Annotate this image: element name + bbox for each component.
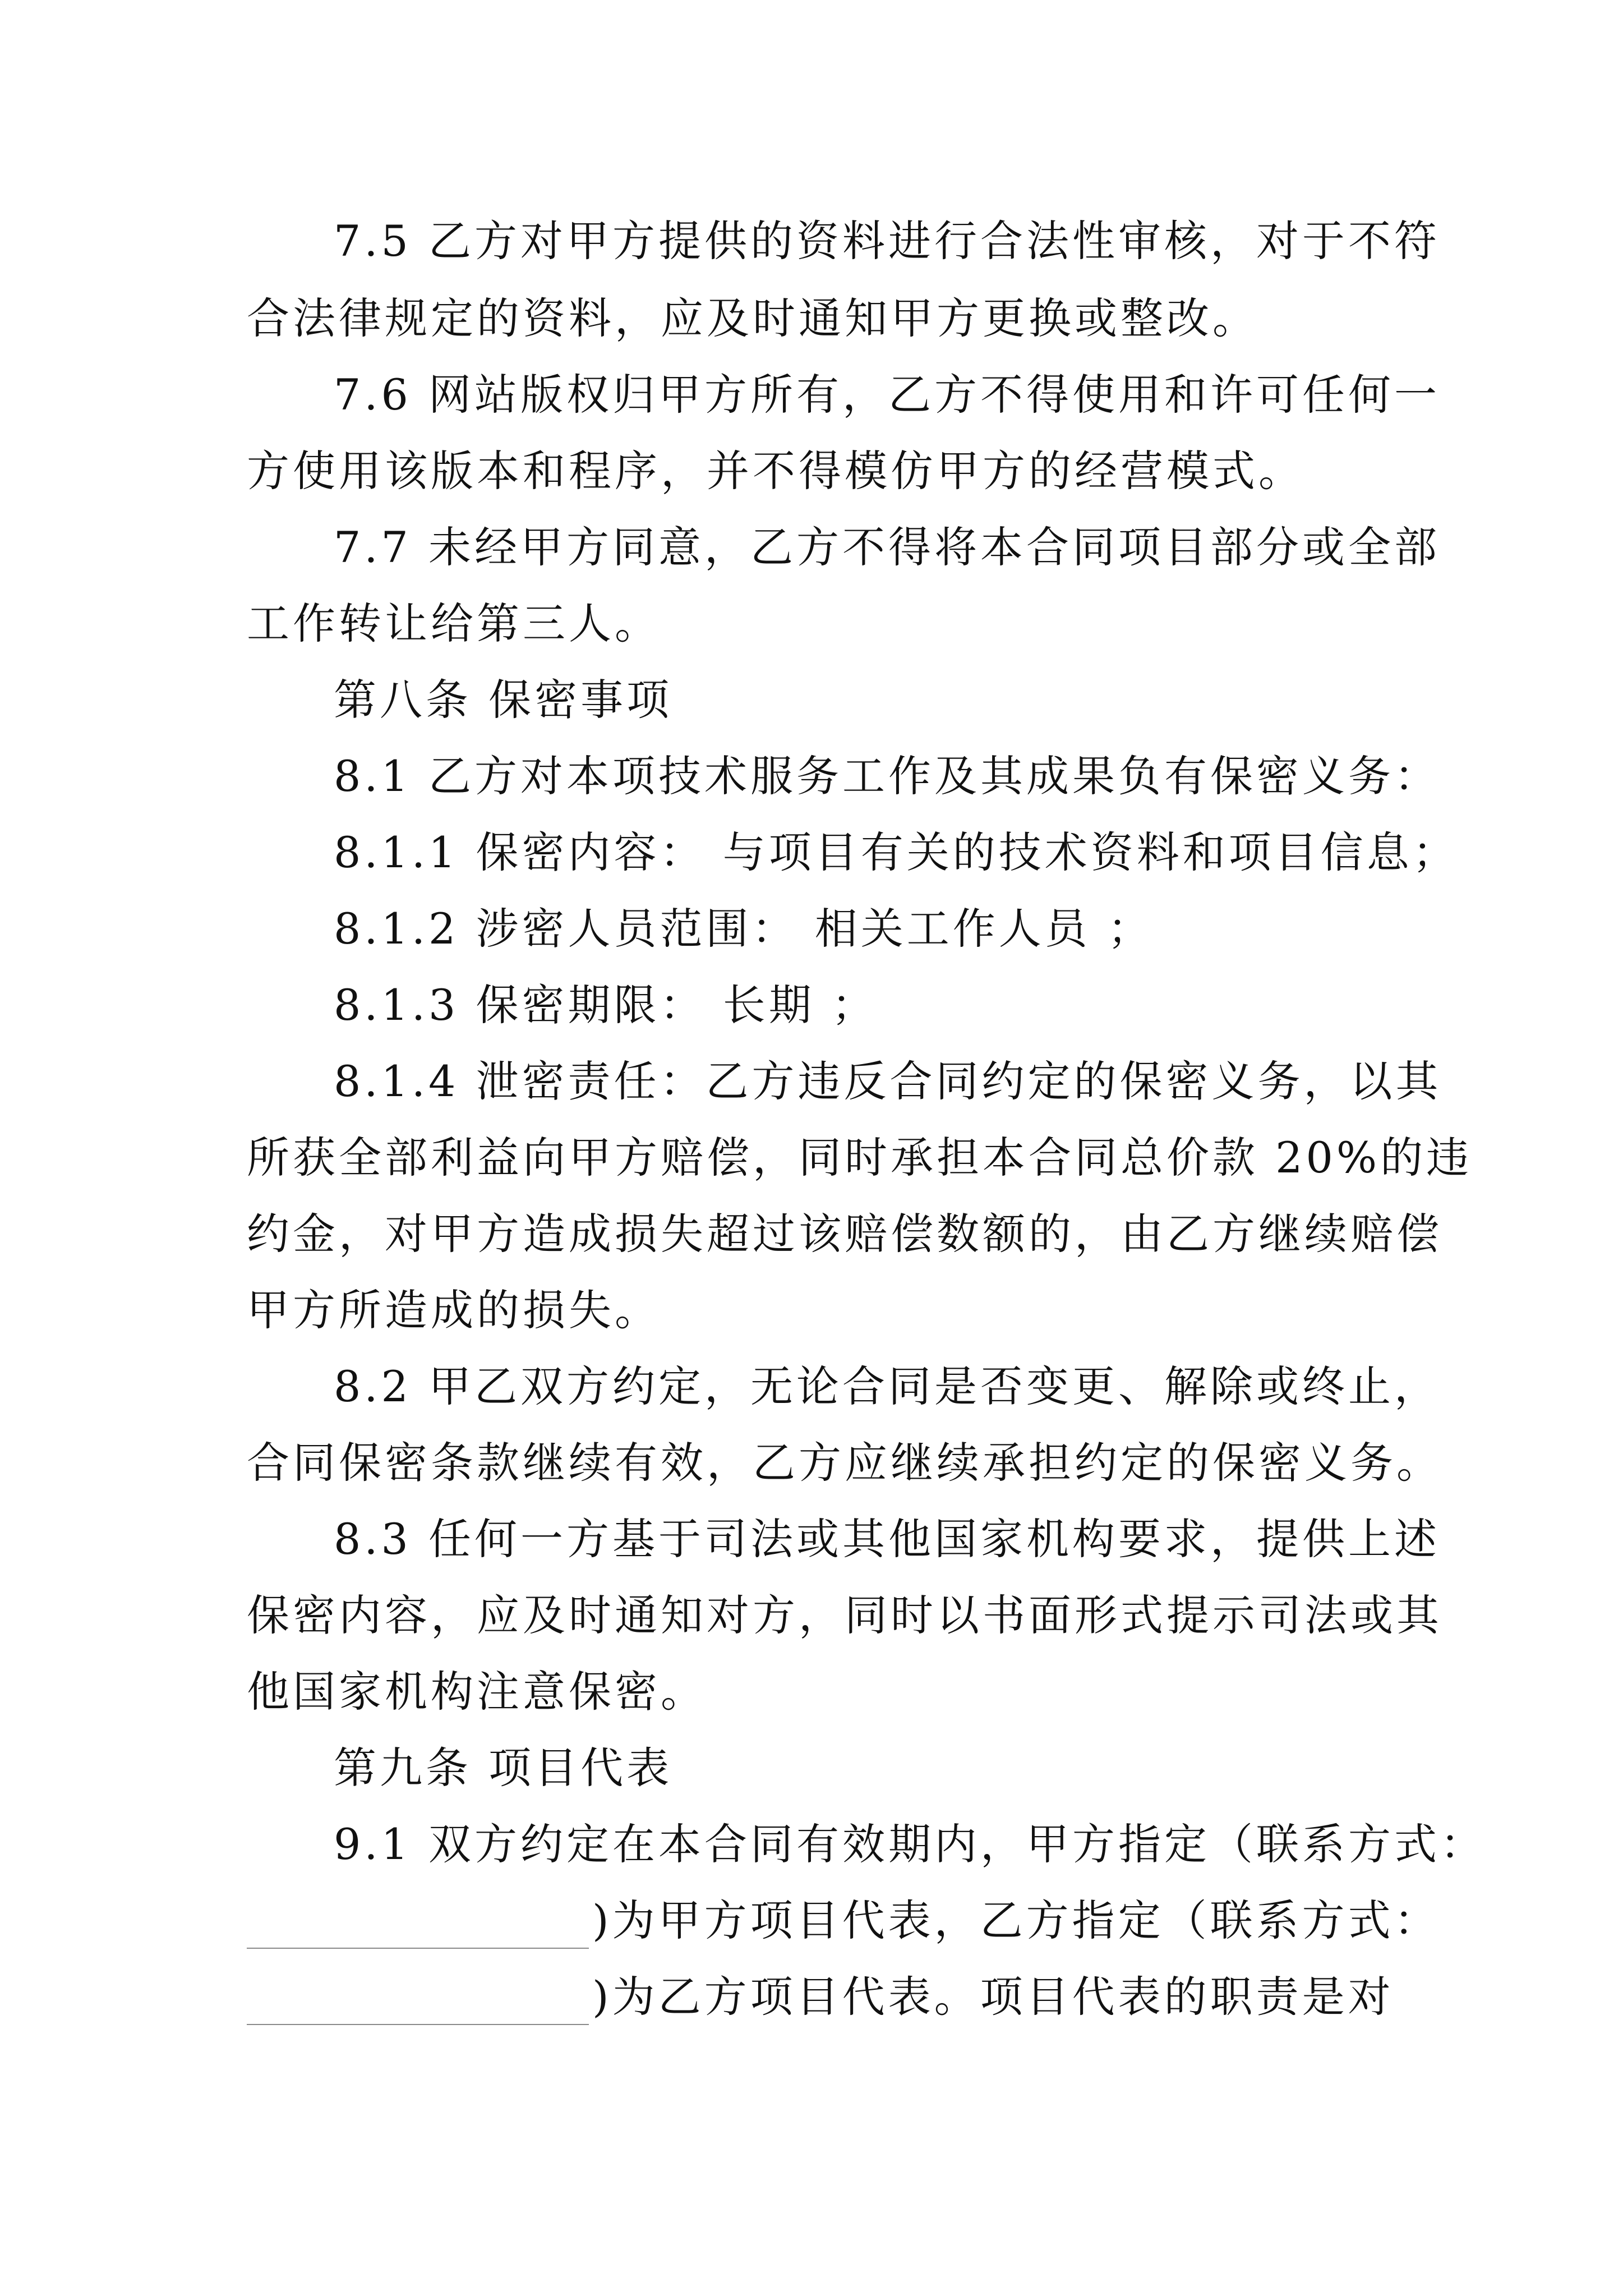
- clause-8-2-line-2: 合同保密条款继续有效，乙方应继续承担约定的保密义务。: [247, 1438, 1442, 1488]
- clause-8-1-1: 8.1.1 保密内容： 与项目有关的技术资料和项目信息；: [334, 827, 1459, 877]
- clause-7-6-line-1: 7.6 网站版权归甲方所有，乙方不得使用和许可任何一: [334, 370, 1441, 420]
- clause-7-5-line-1: 7.5 乙方对甲方提供的资料进行合法性审核，对于不符: [334, 216, 1441, 266]
- clause-8-1-4-line-1: 8.1.4 泄密责任：乙方违反合同约定的保密义务，以其: [334, 1056, 1442, 1106]
- clause-7-6-line-2: 方使用该版本和程序，并不得模仿甲方的经营模式。: [247, 446, 1304, 496]
- clause-9-1-line-3-row: [247, 1969, 1402, 2025]
- article-8-heading: 第八条 保密事项: [334, 675, 673, 725]
- clause-9-1-line-2-row: [247, 1893, 1440, 1949]
- clause-7-7-line-1: 7.7 未经甲方同意，乙方不得将本合同项目部分或全部: [334, 522, 1441, 572]
- clause-8-3-line-2: 保密内容，应及时通知对方，同时以书面形式提示司法或其: [247, 1590, 1442, 1640]
- article-9-heading: 第九条 项目代表: [334, 1743, 673, 1793]
- clause-8-2-line-1: 8.2 甲乙双方约定，无论合同是否变更、解除或终止，: [334, 1361, 1441, 1411]
- clause-8-1: 8.1 乙方对本项技术服务工作及其成果负有保密义务：: [334, 751, 1441, 801]
- clause-7-5-line-2: 合法律规定的资料，应及时通知甲方更换或整改。: [247, 293, 1258, 343]
- clause-9-1-line-1: 9.1 双方约定在本合同有效期内，甲方指定（联系方式：: [334, 1819, 1487, 1869]
- clause-9-1-line-2: )为甲方项目代表，乙方指定（联系方式：: [592, 1895, 1440, 1945]
- clause-8-1-4-line-4: 甲方所造成的损失。: [247, 1285, 661, 1335]
- clause-7-7-line-2: 工作转让给第三人。: [247, 599, 661, 648]
- clause-8-1-3: 8.1.3 保密期限： 长期 ；: [334, 980, 878, 1030]
- party-b-contact-blank[interactable]: [247, 1985, 589, 2025]
- party-a-contact-blank[interactable]: [247, 1908, 589, 1949]
- clause-8-3-line-1: 8.3 任何一方基于司法或其他国家机构要求，提供上述: [334, 1514, 1441, 1564]
- clause-8-1-4-line-3: 约金，对甲方造成损失超过该赔偿数额的，由乙方继续赔偿: [247, 1209, 1442, 1259]
- clause-9-1-line-3: )为乙方项目代表。项目代表的职责是对: [592, 1972, 1394, 2022]
- clause-8-1-2: 8.1.2 涉密人员范围： 相关工作人员 ；: [334, 904, 1154, 954]
- clause-8-3-line-3: 他国家机构注意保密。: [247, 1667, 707, 1717]
- clause-8-1-4-line-2: 所获全部利益向甲方赔偿，同时承担本合同总价款 20%的违: [247, 1133, 1473, 1182]
